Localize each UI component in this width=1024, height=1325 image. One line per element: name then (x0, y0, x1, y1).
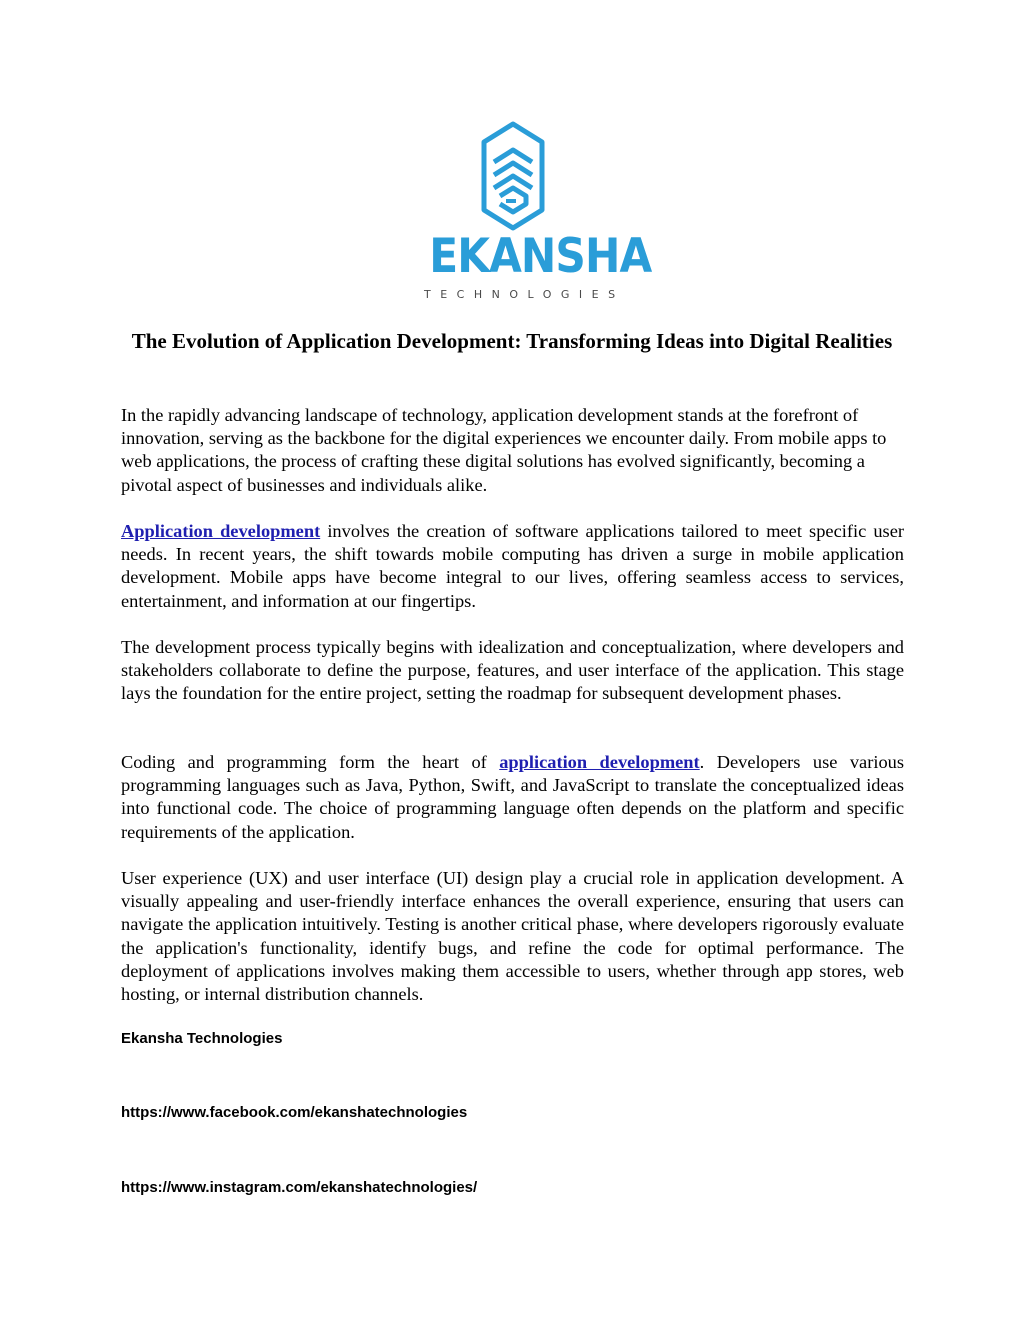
paragraph-app-development (121, 520, 904, 613)
footer-company-name: Ekansha Technologies (121, 1030, 283, 1047)
company-logo (420, 120, 652, 301)
paragraph-coding-before: Coding and programming form the heart of (121, 752, 500, 772)
paragraph-development-process: The development process typically begins with idealization and conceptualization, where developers and stakeholders collaborate to define the purpose, features, and user interface of the application. This stage lays the foundation for the entire project, setting the roadmap for subsequent development phases. (121, 637, 904, 704)
logo-subtitle: TECHNOLOGIES (424, 288, 625, 301)
paragraph-intro: In the rapidly advancing landscape of technology, application development stands at the forefront of innovation, serving as the backbone for the digital experiences we encounter daily. From mobile apps to web applications, the process of crafting these digital solutions has evolved significantly, becoming a pivotal aspect of businesses and individuals alike. (121, 405, 887, 495)
application-development-link[interactable]: Application development (121, 521, 321, 541)
ekansha-hexagon-logo-icon (480, 120, 546, 232)
logo-wordmark: EKANSHA (429, 229, 652, 284)
application-development-link-2[interactable]: application development (499, 752, 700, 772)
paragraph-app-development-text: involves the creation of software applications tailored to meet specific user needs. In recent years, the shift towards mobile computing has driven a surge in mobile application development. Mobile apps have become integral to our lives, offering seamless access to services, entertainment, and information at our fingertips. (121, 521, 904, 611)
paragraph-coding (121, 751, 904, 844)
footer-instagram-url[interactable]: https://www.instagram.com/ekanshatechnologies/ (121, 1179, 478, 1196)
paragraph-coding-after: . Developers use various programming languages such as Java, Python, Swift, and JavaScript to translate the conceptualized ideas into functional code. The choice of programming language often depends on the platform and specific requirements of the application. (121, 752, 904, 842)
footer-facebook-url[interactable]: https://www.facebook.com/ekanshatechnologies (121, 1104, 468, 1121)
paragraph-ux-ui: User experience (UX) and user interface (UI) design play a crucial role in application development. A visually appealing and user-friendly interface enhances the overall experience, ensuring that users can navigate the application intuitively. Testing is another critical phase, where developers rigorously evaluate the application's functionality, identify bugs, and refine the code for optimal performance. The deployment of applications involves making them accessible to users, whether through app stores, web hosting, or internal distribution channels. (121, 868, 904, 1005)
document-title: The Evolution of Application Development: Transforming Ideas into Digital Realities (131, 329, 893, 353)
